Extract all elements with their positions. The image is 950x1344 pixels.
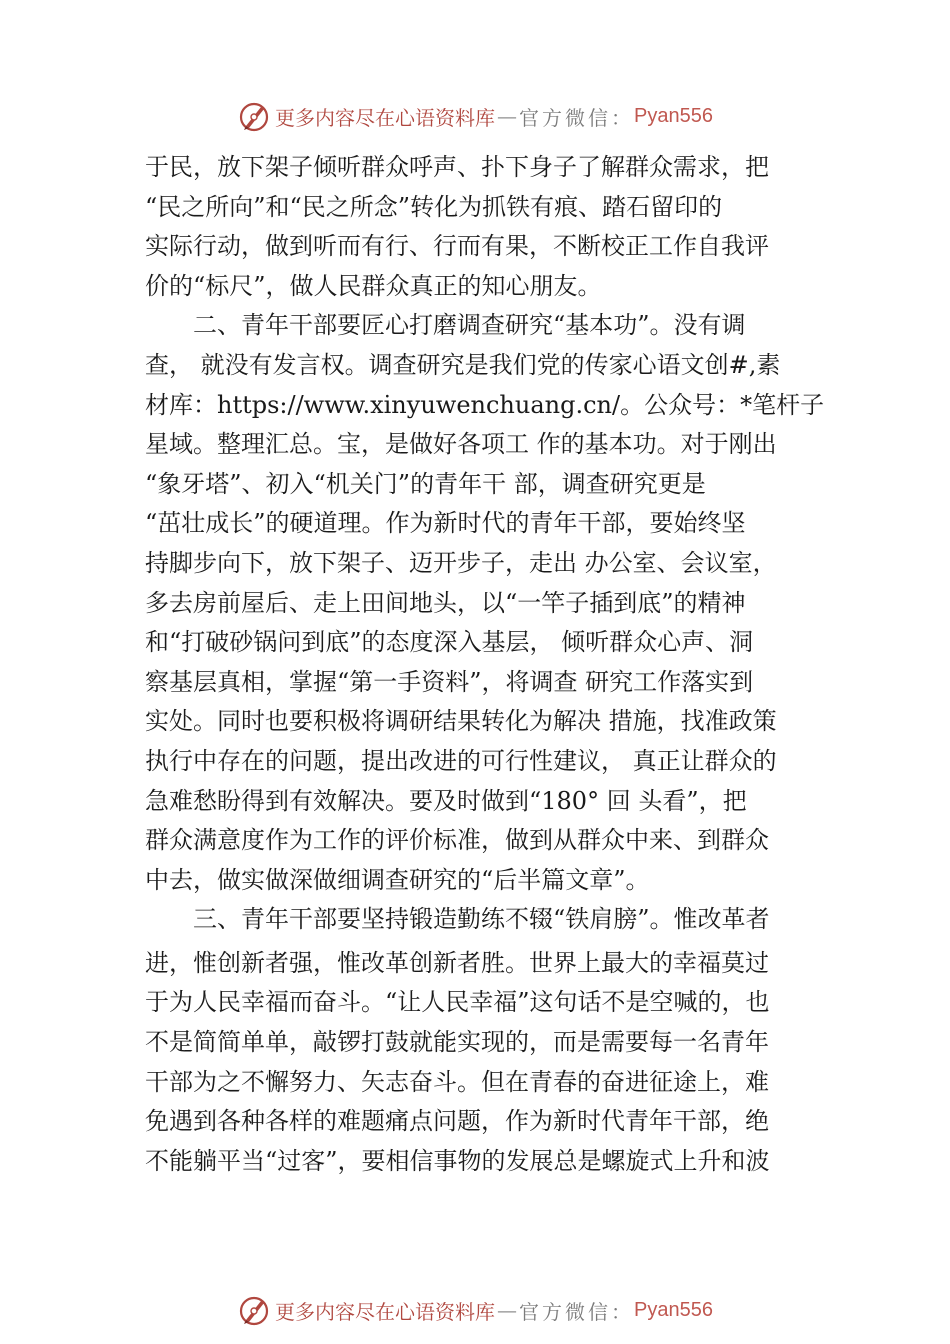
banner-wechat-label: 官方微信： xyxy=(519,1299,635,1324)
text-line: “民之所向”和“民之所念”转化为抓铁有痕、踏石留印的 xyxy=(145,192,723,221)
pen-circle-logo-icon xyxy=(237,99,271,133)
text-line: 于民，放下架子倾听群众呼声、扑下身子了解群众需求，把 xyxy=(145,153,769,181)
banner-wechat-id: Pyan556 xyxy=(634,104,713,127)
section-heading-line: 三、青年干部要坚持锻造勤练不辍“铁肩膀”。惟改革者 xyxy=(193,905,770,934)
text-line: 多去房前屋后、走上田间地头，以“一竿子插到底”的精神 xyxy=(145,588,746,617)
pen-circle-logo-icon xyxy=(237,1293,271,1327)
text-line: 进，惟创新者强，惟改革创新者胜。世界上最大的幸福莫过 xyxy=(145,948,769,977)
banner-site-text: 更多内容尽在心语资料库 xyxy=(275,1299,496,1324)
text-line: 急难愁盼得到有效解决。要及时做到“180° 回 头看”，把 xyxy=(145,786,747,815)
banner-site-text: 更多内容尽在心语资料库 xyxy=(275,105,496,130)
text-line: 和“打破砂锅问到底”的态度深入基层， 倾听群众心声、洞 xyxy=(145,628,754,657)
banner-wechat-id: Pyan556 xyxy=(634,1298,713,1321)
text-line: 星域。整理汇总。宝，是做好各项工 作的基本功。对于刚出 xyxy=(145,430,777,459)
text-line: 材库：https://www.xinyuwenchuang.cn/。公众号：*笔杆子 xyxy=(145,390,825,419)
text-line: 执行中存在的问题，提出改进的可行性建议， 真正让群众的 xyxy=(145,746,777,775)
text-line: 于为人民幸福而奋斗。“让人民幸福”这句话不是空喊的，也 xyxy=(145,988,770,1017)
text-line: 价的“标尺”，做人民群众真正的知心朋友。 xyxy=(145,271,602,300)
footer-watermark-banner xyxy=(0,1290,950,1330)
text-line: 不是简简单单，敲锣打鼓就能实现的，而是需要每一名青年 xyxy=(145,1028,769,1057)
text-line: 实处。同时也要积极将调研结果转化为解决 措施，找准政策 xyxy=(145,707,777,736)
header-watermark-banner xyxy=(0,96,950,136)
text-line: 察基层真相，掌握“第一手资料”，将调查 研究工作落实到 xyxy=(145,667,754,696)
banner-wechat-label: 官方微信： xyxy=(519,105,635,130)
text-line: 干部为之不懈努力、矢志奋斗。但在青春的奋进征途上，难 xyxy=(145,1067,769,1096)
text-line: 免遇到各种各样的难题痛点问题，作为新时代青年干部，绝 xyxy=(145,1107,769,1136)
text-line: 持脚步向下，放下架子、迈开步子，走出 办公室、会议室， xyxy=(145,548,777,577)
text-line: 不能躺平当“过客”，要相信事物的发展总是螺旋式上升和波 xyxy=(145,1146,770,1175)
document-body xyxy=(145,148,825,1181)
text-line: “象牙塔”、初入“机关门”的青年干 部，调查研究更是 xyxy=(145,469,706,498)
text-line: 群众满意度作为工作的评价标准，做到从群众中来、到群众 xyxy=(145,826,769,855)
banner-separator: — xyxy=(497,104,518,128)
text-line: 中去，做实做深做细调查研究的“后半篇文章”。 xyxy=(145,865,650,894)
section-heading-line: 二、青年干部要匠心打磨调查研究“基本功”。没有调 xyxy=(193,311,746,340)
banner-separator: — xyxy=(497,1298,518,1322)
text-line: 查， 就没有发言权。调查研究是我们党的传家心语文创#,素 xyxy=(145,350,781,379)
text-line: 实际行动，做到听而有行、行而有果，不断校正工作自我评 xyxy=(145,232,769,261)
text-line: “茁壮成长”的硬道理。作为新时代的青年干部，要始终坚 xyxy=(145,509,746,538)
